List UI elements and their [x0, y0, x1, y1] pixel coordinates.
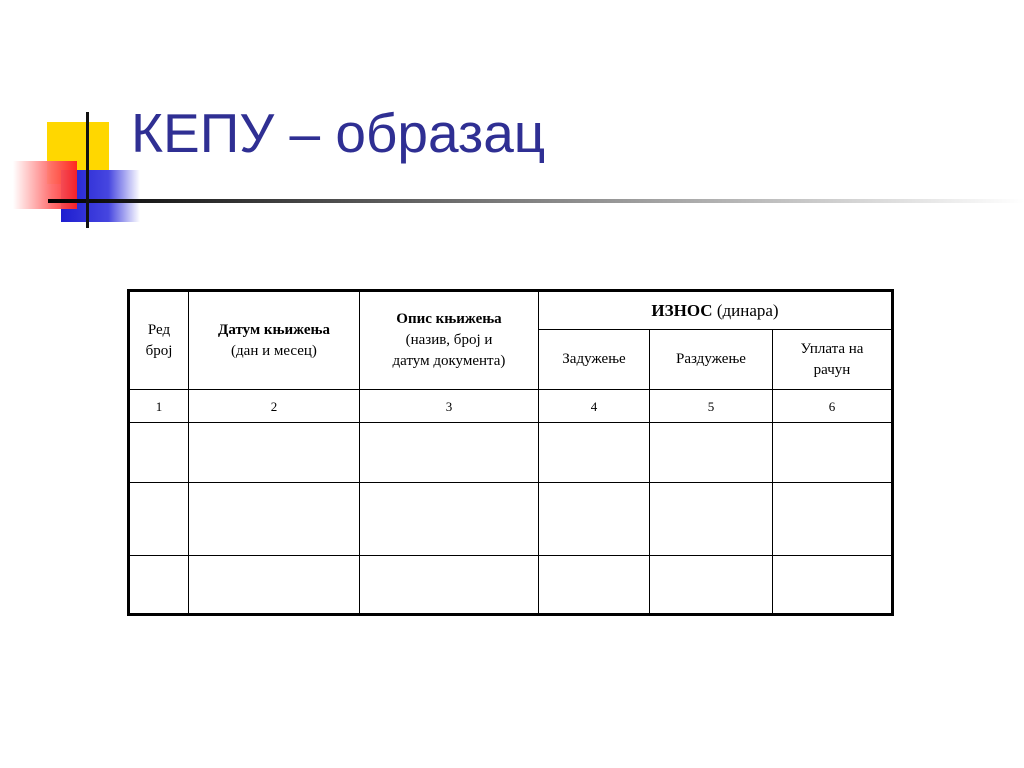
- header-uplata-line1: Уплата на: [800, 340, 864, 357]
- header-datum-title: Датум књижења: [218, 321, 330, 338]
- header-datum: [189, 291, 360, 390]
- empty-cell[interactable]: [189, 556, 360, 615]
- empty-cell[interactable]: [773, 423, 893, 483]
- header-red-broj-line2: број: [145, 342, 173, 359]
- empty-cell[interactable]: [129, 483, 189, 556]
- empty-cell[interactable]: [773, 556, 893, 615]
- header-uplata-line2: рачун: [813, 361, 851, 378]
- header-opis-sub-line1: (назив, број и: [405, 332, 493, 348]
- column-number: 5: [650, 390, 773, 423]
- column-number: 1: [129, 390, 189, 423]
- header-red-broj: [129, 291, 189, 390]
- vertical-rule: [86, 112, 89, 228]
- column-number-row: [129, 390, 893, 423]
- empty-cell[interactable]: [360, 556, 539, 615]
- empty-cell[interactable]: [539, 483, 650, 556]
- header-zaduzenje: Задужење: [539, 330, 650, 390]
- table-row: [129, 483, 893, 556]
- empty-cell[interactable]: [129, 556, 189, 615]
- header-uplata: [773, 330, 893, 390]
- empty-cell[interactable]: [189, 483, 360, 556]
- header-opis: [360, 291, 539, 390]
- header-opis-title: Опис књижења: [396, 311, 502, 327]
- empty-cell[interactable]: [360, 423, 539, 483]
- table-row: [129, 423, 893, 483]
- empty-cell[interactable]: [650, 556, 773, 615]
- empty-cell[interactable]: [539, 423, 650, 483]
- kepu-form-table: [127, 289, 894, 616]
- empty-cell[interactable]: [650, 483, 773, 556]
- column-number: 6: [773, 390, 893, 423]
- column-number: 2: [189, 390, 360, 423]
- table-row: [129, 556, 893, 615]
- column-number: 4: [539, 390, 650, 423]
- empty-cell[interactable]: [539, 556, 650, 615]
- header-iznos-sub: (динара): [712, 301, 779, 320]
- horizontal-rule: [48, 199, 1024, 203]
- header-razduzenje: Раздужење: [650, 330, 773, 390]
- page-title: КЕПУ – образац: [131, 102, 546, 164]
- empty-cell[interactable]: [650, 423, 773, 483]
- empty-cell[interactable]: [189, 423, 360, 483]
- header-iznos-title: ИЗНОС: [651, 301, 713, 320]
- empty-cell[interactable]: [773, 483, 893, 556]
- column-number: 3: [360, 390, 539, 423]
- header-red-broj-line1: Ред: [147, 321, 171, 338]
- header-iznos: [539, 291, 893, 330]
- empty-cell[interactable]: [129, 423, 189, 483]
- empty-cell[interactable]: [360, 483, 539, 556]
- header-opis-sub-line2: датум документа): [392, 353, 506, 369]
- header-row-1: [129, 291, 893, 330]
- header-datum-sub: (дан и месец): [231, 342, 317, 359]
